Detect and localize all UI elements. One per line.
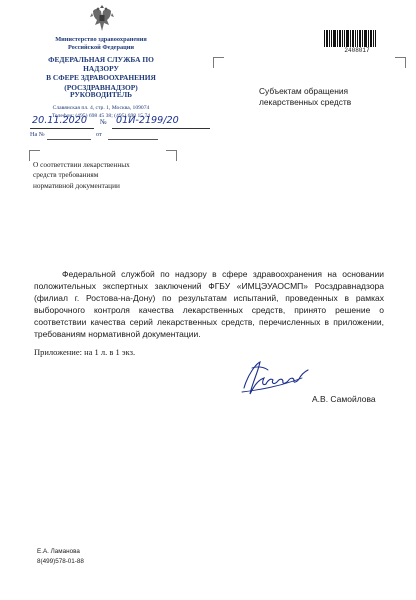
number-underline [112, 128, 210, 129]
ref-date-line [108, 139, 158, 140]
executor-phone: 8(499)578-01-88 [37, 558, 84, 565]
recipient-line: лекарственных средств [259, 97, 352, 107]
executor-name: Е.А. Ламанова [37, 548, 80, 555]
address-line: Телефон: (495) 698 45 38; (495) 698 15 74 [51, 113, 151, 119]
number-prefix: № [100, 118, 107, 126]
attachment-note: Приложение: на 1 л. в 1 экз. [34, 347, 136, 357]
ministry-line: Российской Федерации [67, 44, 134, 51]
barcode-icon [324, 30, 376, 47]
subject-line: средств требованиям [33, 170, 99, 180]
barcode-number: 2408017 [344, 47, 370, 54]
recipient-bracket-left [213, 57, 224, 68]
signature-image [238, 356, 314, 400]
subject-line: нормативной документации [33, 180, 120, 190]
recipient-bracket-right [395, 57, 406, 68]
department-title: РУКОВОДИТЕЛЬ [70, 90, 132, 99]
service-line: (РОСЗДРАВНАДЗОР) [64, 82, 138, 92]
ministry-name [40, 36, 162, 52]
subject-block [33, 160, 183, 191]
recipient-line: Субъектам обращения [259, 86, 349, 96]
service-line: В СФЕРЕ ЗДРАВООХРАНЕНИЯ [46, 73, 156, 83]
ref-number-line [47, 139, 91, 140]
service-name [34, 55, 168, 92]
reference-row [30, 131, 160, 141]
recipient-block [259, 86, 409, 108]
body-paragraph: Федеральной службой по надзору в сфере здравоохранения на основании положительных экспертных заключений ФГБУ «ИМЦЭУАОСМП» Росздравнадзора (филиал г. Ростова-на-Дону) по результатам испытаний, проведенных в рамках выборочного контроля качества лекарственных средств, принято решение о соответствии качества серий лекарственных средств, перечисленных в приложении, требованиям нормативной документации. [34, 269, 384, 339]
coat-of-arms-icon [89, 3, 115, 35]
signer-name: А.В. Самойлова [312, 394, 376, 404]
handwritten-date: 20.11.2020 [32, 115, 87, 126]
service-line: ФЕДЕРАЛЬНАЯ СЛУЖБА ПО НАДЗОРУ [48, 55, 154, 74]
date-underline [30, 128, 94, 129]
handwritten-number: 01И-2199/20 [116, 115, 179, 126]
ref-label: На № [30, 131, 45, 138]
address-line: Славянская пл. 4, стр. 1, Москва, 109074 [52, 105, 150, 111]
registration-row [30, 115, 212, 131]
subject-line: О соответствии лекарственных [33, 160, 130, 169]
ministry-line: Министерство здравоохранения [55, 36, 147, 43]
ref-from-label: от [96, 131, 102, 138]
